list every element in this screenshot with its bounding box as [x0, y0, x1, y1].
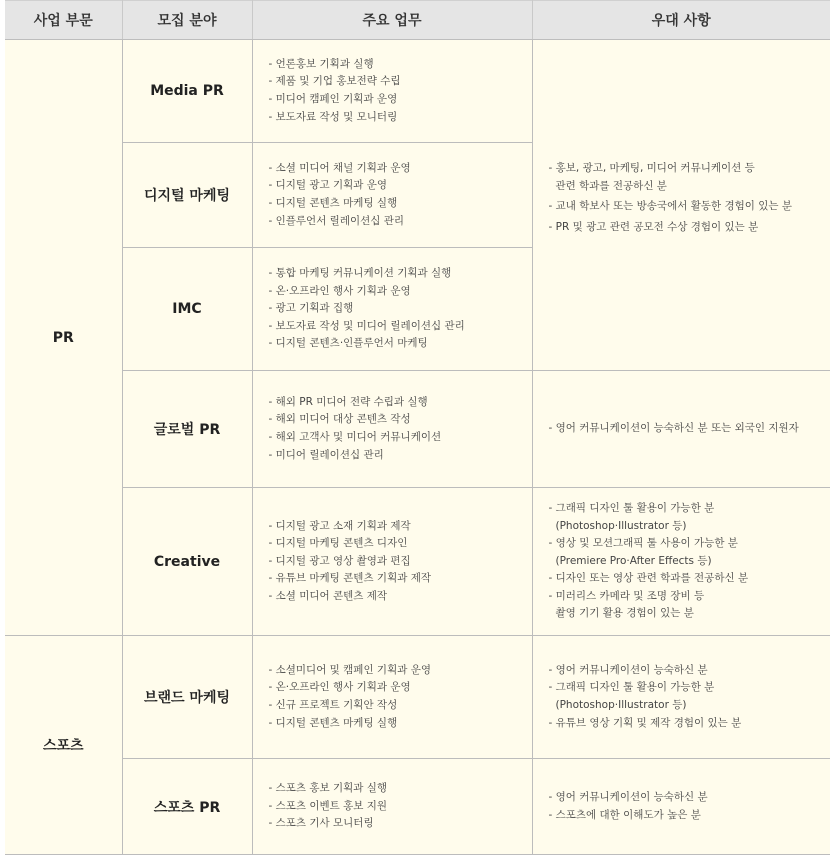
preferences-creative	[532, 488, 830, 636]
header-duties: 주요 업무	[252, 1, 532, 40]
duty-item: - 미디어 릴레이션십 관리	[268, 448, 384, 461]
duty-item: - 통합 마케팅 커뮤니케이션 기획과 실행	[268, 267, 452, 280]
duties-cell	[252, 143, 532, 248]
duty-item: - 인플루언서 릴레이션십 관리	[268, 214, 405, 227]
preference-item: - 스포츠에 대한 이해도가 높은 분	[548, 808, 701, 821]
duty-item: - 해외 미디어 대상 콘텐츠 작성	[268, 413, 411, 426]
duty-item: - 보도자료 작성 및 모니터링	[268, 110, 398, 123]
preference-item: (Premiere Pro·After Effects 등)	[555, 554, 712, 567]
preference-item: - 홍보, 광고, 마케팅, 미디어 커뮤니케이션 등	[548, 162, 755, 174]
duty-item: - 온·오프라인 행사 기획과 운영	[268, 681, 411, 694]
duty-item: - 미디어 캠페인 기획과 운영	[268, 93, 398, 105]
preference-item: 관련 학과를 전공하신 분	[555, 179, 667, 192]
header-division: 사업 부문	[5, 1, 122, 40]
preference-item: (Photoshop·Illustrator 등)	[555, 699, 687, 711]
duty-item: - 해외 고객사 및 미디어 커뮤니케이션	[268, 431, 442, 443]
duties-cell	[252, 40, 532, 143]
header-preferences: 우대 사항	[532, 1, 830, 40]
field-imc: IMC	[122, 248, 252, 371]
division-sports: 스포츠	[5, 636, 122, 855]
duty-item: - 스포츠 홍보 기획과 실행	[268, 782, 388, 795]
duty-item: - 제품 및 기업 홍보전략 수립	[268, 75, 401, 88]
duty-item: - 디지털 광고 영상 촬영과 편집	[268, 554, 411, 567]
preference-item: (Photoshop·Illustrator 등)	[555, 519, 687, 532]
field-sports-pr: 스포츠 PR	[122, 759, 252, 855]
duty-item: - 보도자료 작성 및 미디어 릴레이션십 관리	[268, 319, 465, 332]
table-row	[5, 40, 830, 143]
preferences-brand-marketing	[532, 636, 830, 759]
preference-item: - 그래픽 디자인 툴 활용이 가능한 분	[548, 681, 715, 694]
header-field: 모집 분야	[122, 1, 252, 40]
preference-item: - 교내 학보사 또는 방송국에서 활동한 경험이 있는 분	[548, 200, 792, 213]
preference-item: - 영어 커뮤니케이션이 능숙하신 분	[548, 663, 708, 676]
duty-item: - 디지털 콘텐츠·인플루언서 마케팅	[268, 337, 428, 350]
table-row	[5, 488, 830, 636]
duty-item: - 소셜미디어 및 캠페인 기획과 운영	[268, 663, 431, 676]
field-digital-marketing: 디지털 마케팅	[122, 143, 252, 248]
preference-item: - 디자인 또는 영상 관련 학과를 전공하신 분	[548, 572, 749, 585]
preferences-sports-pr	[532, 759, 830, 855]
recruitment-table	[5, 0, 830, 855]
field-brand-marketing: 브랜드 마케팅	[122, 636, 252, 759]
duty-item: - 해외 PR 미디어 전략 수립과 실행	[268, 395, 428, 408]
duties-cell	[252, 371, 532, 488]
duty-item: - 소셜 미디어 콘텐츠 제작	[268, 589, 388, 602]
duty-item: - 스포츠 이벤트 홍보 지원	[268, 799, 388, 812]
preference-item: - 영어 커뮤니케이션이 능숙하신 분 또는 외국인 지원자	[548, 422, 799, 435]
table-header-row	[5, 1, 830, 40]
duties-cell	[252, 759, 532, 855]
duty-item: - 언론홍보 기획과 실행	[268, 57, 374, 70]
preference-item: - 미러리스 카메라 및 조명 장비 등	[548, 589, 705, 602]
duty-item: - 디지털 광고 소재 기획과 제작	[268, 519, 411, 532]
preferences-global-pr	[532, 371, 830, 488]
duty-item: - 온·오프라인 행사 기획과 운영	[268, 284, 411, 297]
duty-item: - 디지털 콘텐츠 마케팅 실행	[268, 197, 398, 209]
duty-item: - 신규 프로젝트 기획안 작성	[268, 699, 398, 711]
duties-cell	[252, 488, 532, 636]
duty-item: - 광고 기획과 집행	[268, 302, 354, 315]
preference-item: 촬영 기기 활용 경험이 있는 분	[555, 607, 694, 620]
table-row	[5, 759, 830, 855]
field-global-pr: 글로벌 PR	[122, 371, 252, 488]
duty-item: - 디지털 광고 기획과 운영	[268, 179, 388, 192]
field-creative: Creative	[122, 488, 252, 636]
table-row	[5, 371, 830, 488]
preference-item: - 유튜브 영상 기획 및 제작 경험이 있는 분	[548, 716, 742, 729]
duties-cell	[252, 636, 532, 759]
preference-item: - 영어 커뮤니케이션이 능숙하신 분	[548, 790, 708, 803]
preferences-pr-general	[532, 40, 830, 371]
duty-item: - 디지털 마케팅 콘텐츠 디자인	[268, 537, 408, 550]
duties-cell	[252, 248, 532, 371]
preference-item: - PR 및 광고 관련 공모전 수상 경험이 있는 분	[548, 220, 759, 233]
duty-item: - 스포츠 기사 모니터링	[268, 817, 374, 830]
duty-item: - 소셜 미디어 채널 기획과 운영	[268, 161, 411, 174]
table-row	[5, 636, 830, 759]
division-pr: PR	[5, 40, 122, 636]
duty-item: - 유튜브 마케팅 콘텐츠 기획과 제작	[268, 572, 431, 585]
duty-item: - 디지털 콘텐츠 마케팅 실행	[268, 716, 398, 729]
field-media-pr: Media PR	[122, 40, 252, 143]
preference-item: - 영상 및 모션그래픽 툴 사용이 가능한 분	[548, 537, 738, 550]
preference-item: - 그래픽 디자인 툴 활용이 가능한 분	[548, 501, 715, 514]
